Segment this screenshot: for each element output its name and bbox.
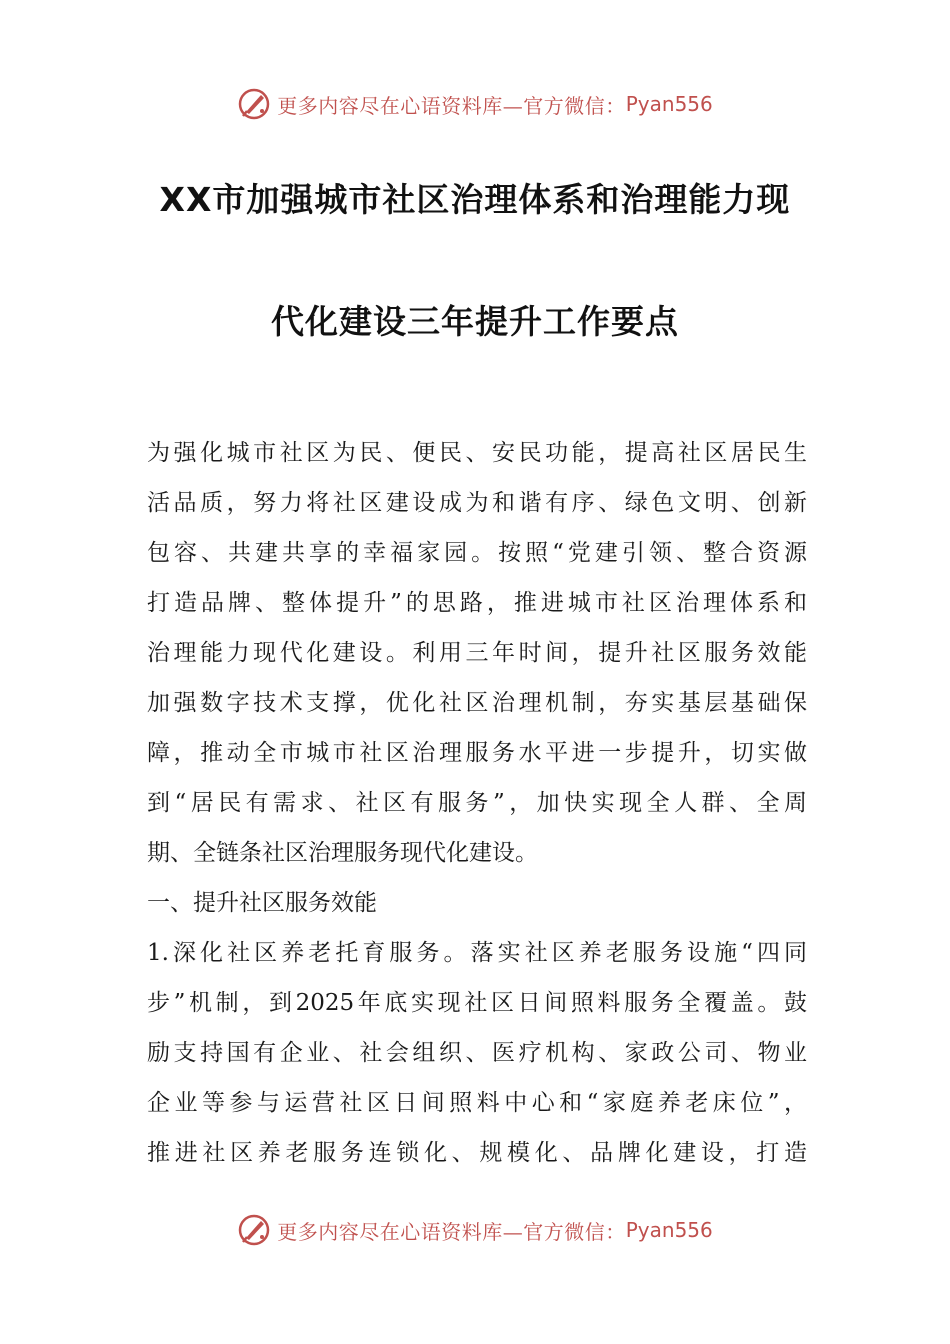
document-title-line-2: 代化建设三年提升工作要点 [271, 302, 679, 341]
body-line: 步”机制，到2025年底实现社区日间照料服务全覆盖。鼓 [147, 990, 807, 1016]
body-line: 障，推动全市城市社区治理服务水平进一步提升，切实做 [147, 740, 807, 766]
body-line: 治理能力现代化建设。利用三年时间，提升社区服务效能 [147, 640, 807, 666]
watermark-handle: Pyan556 [625, 1218, 713, 1242]
section-heading: 一、提升社区服务效能 [147, 890, 377, 916]
body-line: 到“居民有需求、社区有服务”，加快实现全人群、全周 [147, 790, 807, 816]
footer-watermark [0, 1210, 950, 1250]
quill-pen-circle-icon [237, 1213, 271, 1247]
body-line: 企业等参与运营社区日间照料中心和“家庭养老床位”， [147, 1090, 807, 1116]
watermark-text: 更多内容尽在心语资料库—官方微信： [277, 1219, 626, 1244]
body-line: 推进社区养老服务连锁化、规模化、品牌化建设，打造 [147, 1140, 807, 1166]
watermark-handle: Pyan556 [625, 92, 713, 116]
quill-pen-circle-icon [237, 87, 271, 121]
body-line: 励支持国有企业、社会组织、医疗机构、家政公司、物业 [147, 1040, 807, 1066]
body-line: 期、全链条社区治理服务现代化建设。 [147, 840, 538, 866]
body-line: 加强数字技术支撑，优化社区治理机制，夯实基层基础保 [147, 690, 807, 716]
body-line: 活品质，努力将社区建设成为和谐有序、绿色文明、创新 [147, 490, 807, 516]
document-body [147, 428, 807, 1178]
document-title-line-1: XX市加强城市社区治理体系和治理能力现 [159, 180, 791, 219]
body-line: 为强化城市社区为民、便民、安民功能，提高社区居民生 [147, 440, 807, 466]
body-line: 打造品牌、整体提升”的思路，推进城市社区治理体系和 [147, 590, 807, 616]
body-line: 1.深化社区养老托育服务。落实社区养老服务设施“四同 [147, 940, 807, 966]
header-watermark [0, 84, 950, 124]
watermark-text: 更多内容尽在心语资料库—官方微信： [277, 93, 626, 118]
body-line: 包容、共建共享的幸福家园。按照“党建引领、整合资源 [147, 540, 807, 566]
